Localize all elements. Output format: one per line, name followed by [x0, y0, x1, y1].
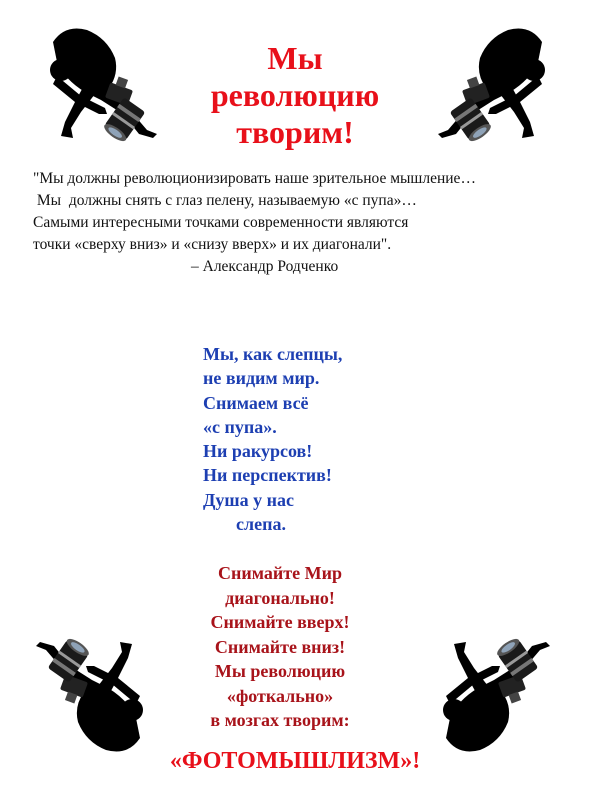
slogan: «ФОТОМЫШЛИЗМ»!: [169, 748, 421, 774]
title-line: революцию: [210, 77, 380, 113]
quote-line: точки «сверху вниз» и «снизу вверх» и их диагонали".: [33, 236, 392, 253]
poem-red-stanza: [160, 561, 400, 733]
poem-line: в мозгах творим:: [210, 710, 350, 730]
poem-line: диагонально!: [225, 587, 335, 608]
photographer-silhouette-icon: [28, 632, 158, 762]
poem-line: Ни перспектив!: [203, 465, 332, 486]
poem-line: Мы, как слепцы,: [203, 344, 343, 364]
poem-line: не видим мир.: [203, 368, 320, 389]
poem-line: Снимайте вниз!: [214, 636, 346, 657]
poem-line: Снимаем всё: [203, 392, 309, 413]
quote-line: Мы должны снять с глаз пелену, называемую «с пупа»…: [33, 192, 417, 209]
quote-line: Самыми интересными точками современности являются: [33, 214, 409, 231]
poem-line: «фоткально»: [226, 685, 334, 706]
poem-line: Снимайте Мир: [218, 563, 342, 583]
poem-line: Душа у нас: [203, 489, 294, 510]
page-title: [170, 40, 420, 151]
poem-line: «с пупа».: [203, 416, 277, 437]
poem-line: Снимайте вверх!: [210, 612, 350, 632]
poem-line: Мы революцию: [214, 661, 346, 681]
photographer-silhouette-icon: [428, 632, 558, 762]
quote-line: "Мы должны революционизировать наше зрительное мышление…: [33, 170, 476, 187]
photographer-silhouette-icon: [35, 18, 165, 148]
poem-line: Ни ракурсов!: [203, 441, 313, 462]
quote-author: – Александр Родченко: [191, 258, 339, 275]
title-line: творим!: [236, 114, 354, 150]
title-line: Мы: [267, 40, 323, 76]
rodchenko-quote: [33, 168, 563, 278]
poem-line: слепа.: [236, 514, 286, 535]
photographer-silhouette-icon: [430, 18, 560, 148]
poem-blue-stanza: [203, 342, 463, 536]
